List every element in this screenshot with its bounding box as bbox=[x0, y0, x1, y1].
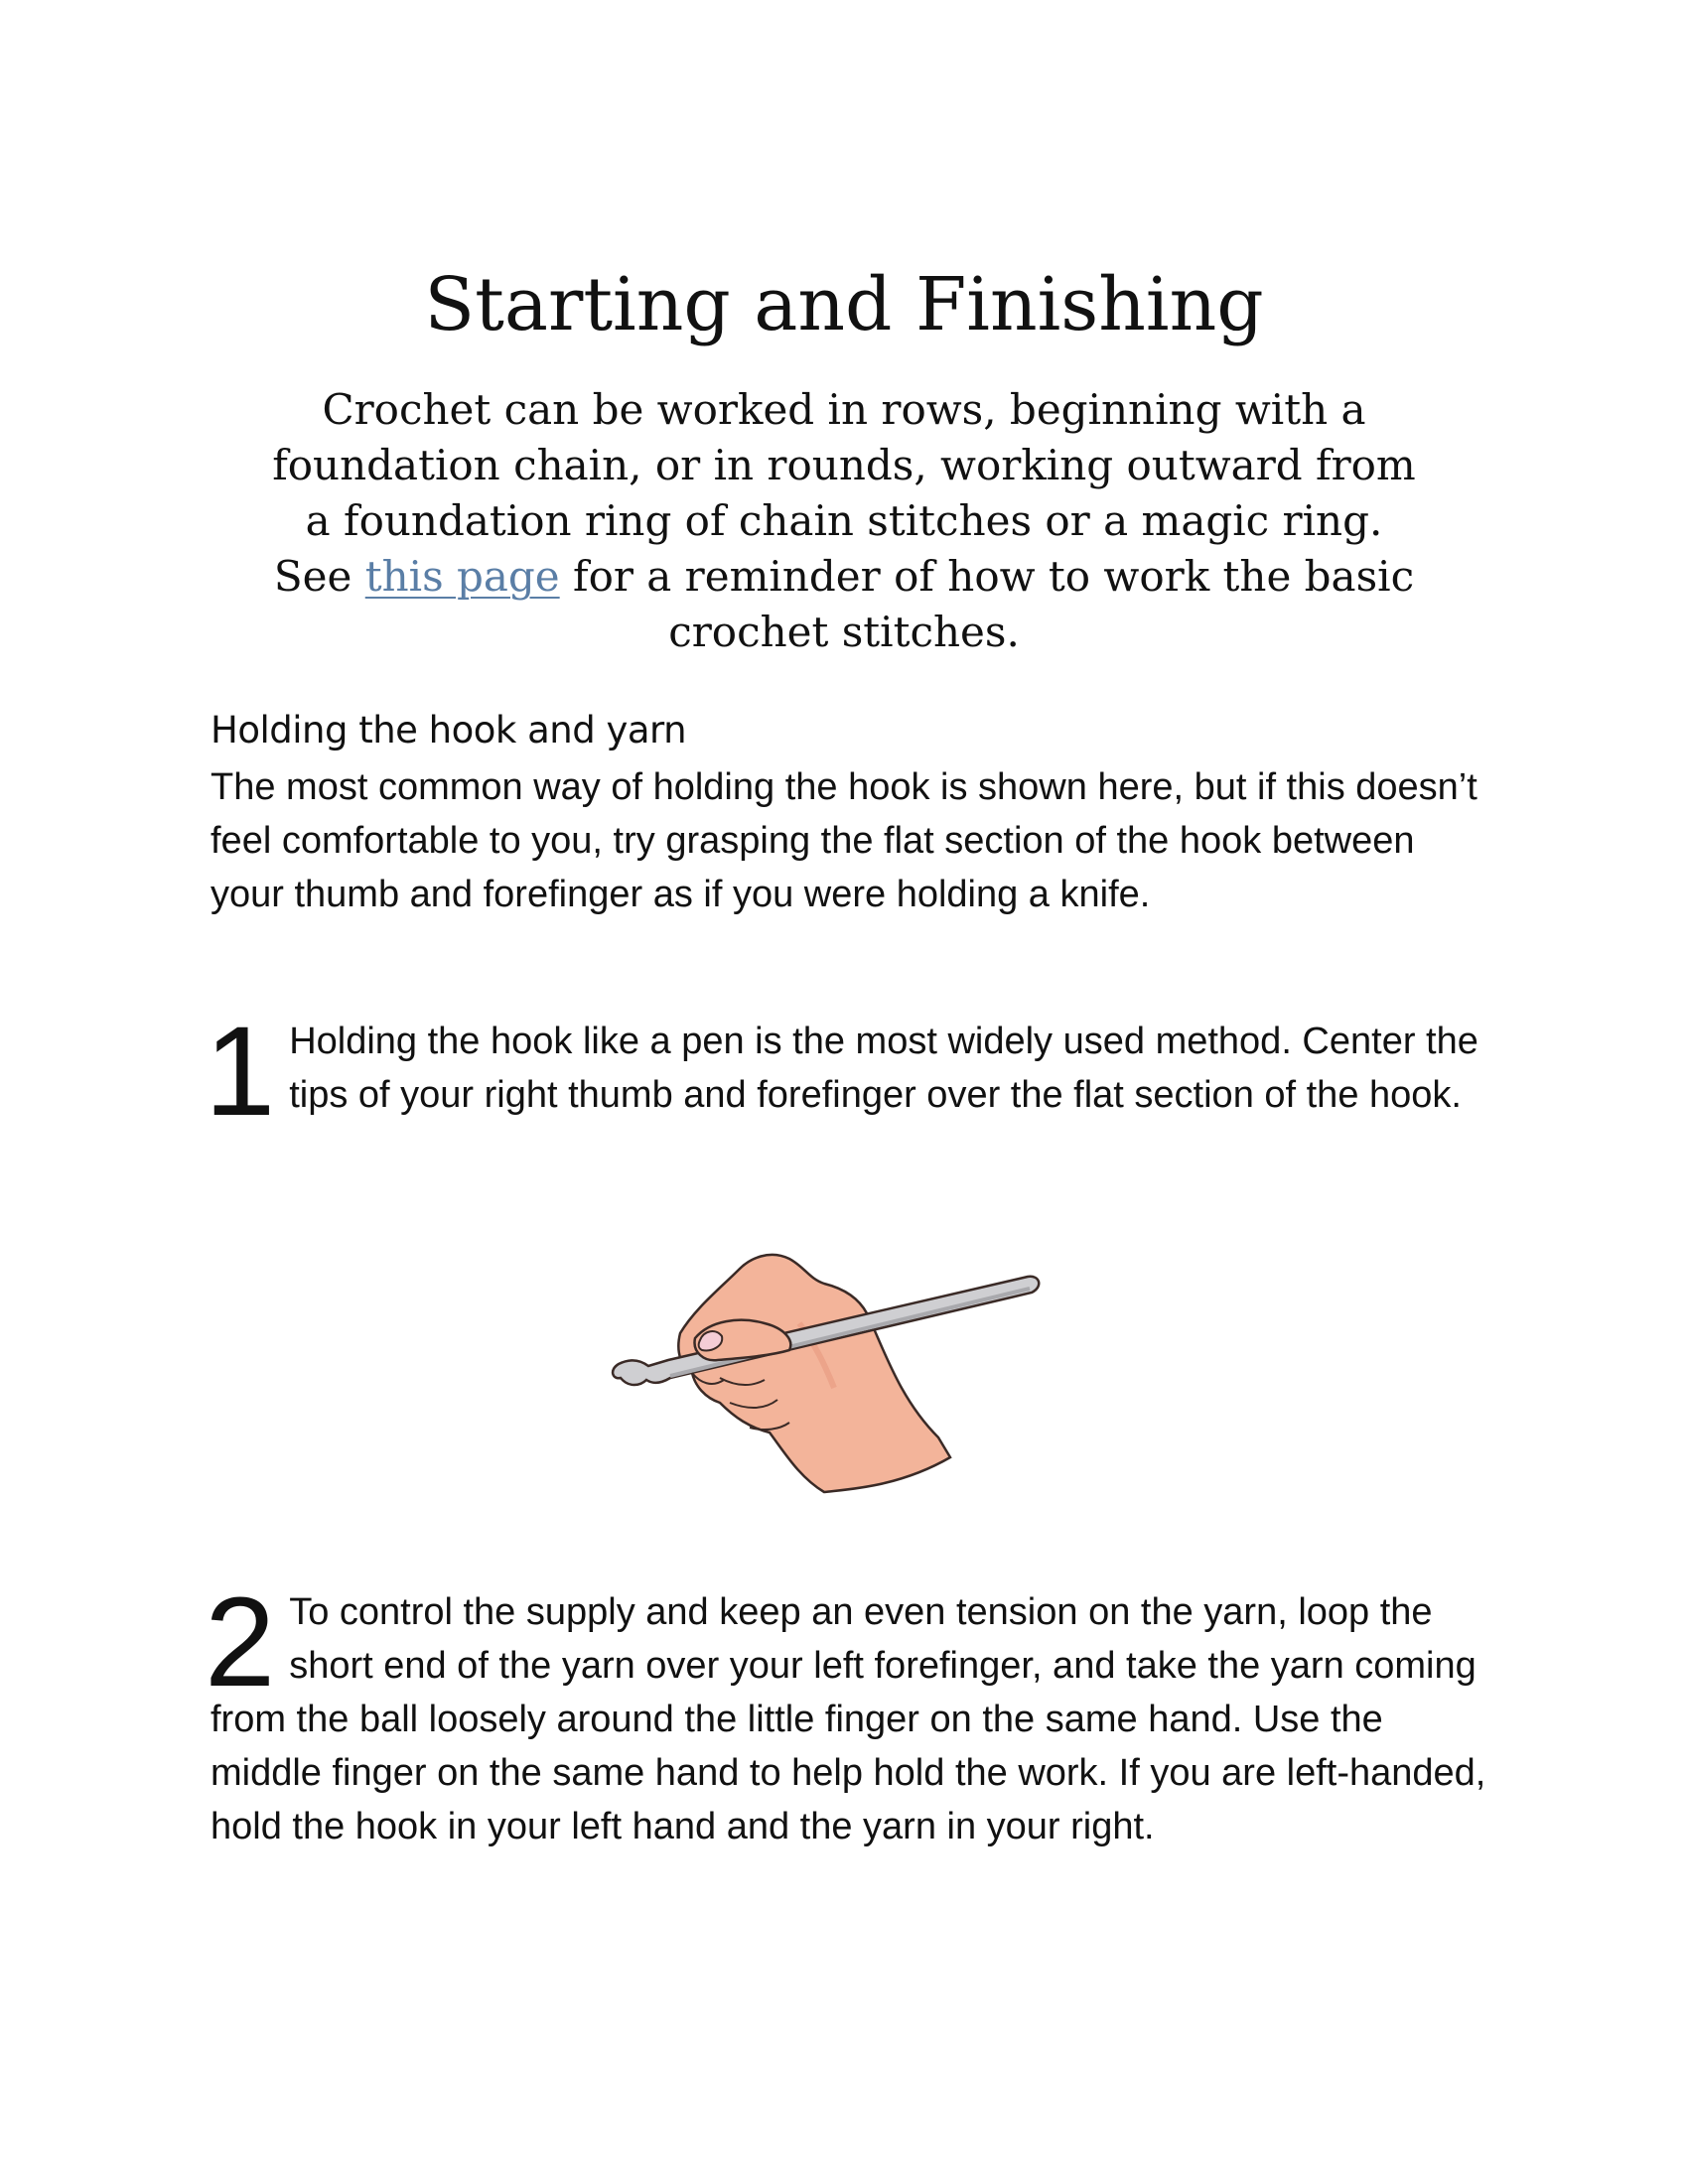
step-2 bbox=[205, 1571, 1501, 1853]
intro-text-after-link: for a reminder of how to work the basic crochet stitches. bbox=[559, 552, 1415, 656]
this-page-link[interactable]: this page bbox=[364, 552, 560, 601]
page-title: Starting and Finishing bbox=[424, 262, 1264, 347]
step-1 bbox=[205, 1001, 1501, 1143]
step-text: To control the supply and keep an even tension on the yarn, loop the short end of the yarn over your left forefinger, and take the yarn coming from the ball loosely around the little finger on the same hand. Use the middle finger on the same hand to help hold the work. If you are left-handed, hold the hook in your left hand and the yarn in your right. bbox=[211, 1591, 1486, 1847]
step-number: 1 bbox=[205, 1001, 276, 1143]
section-heading: Holding the hook and yarn bbox=[211, 709, 687, 751]
hand-holding-hook-icon bbox=[601, 1229, 1048, 1527]
section-paragraph: The most common way of holding the hook is shown here, but if this doesn’t feel comfortable to you, try grasping the flat section of the hook between your thumb and forefinger as if you were holding a knife. bbox=[211, 766, 1477, 915]
step-number: 2 bbox=[205, 1571, 276, 1713]
intro-text-before-link: Crochet can be worked in rows, beginning with a foundation chain, or in rounds, working outward from a foundation ring of chain stitches or a magic ring. See bbox=[272, 385, 1416, 601]
step-text: Holding the hook like a pen is the most widely used method. Center the tips of your right thumb and forefinger over the flat section of the hook. bbox=[289, 1021, 1478, 1116]
intro-paragraph bbox=[260, 382, 1428, 660]
hand-shape bbox=[678, 1255, 950, 1492]
